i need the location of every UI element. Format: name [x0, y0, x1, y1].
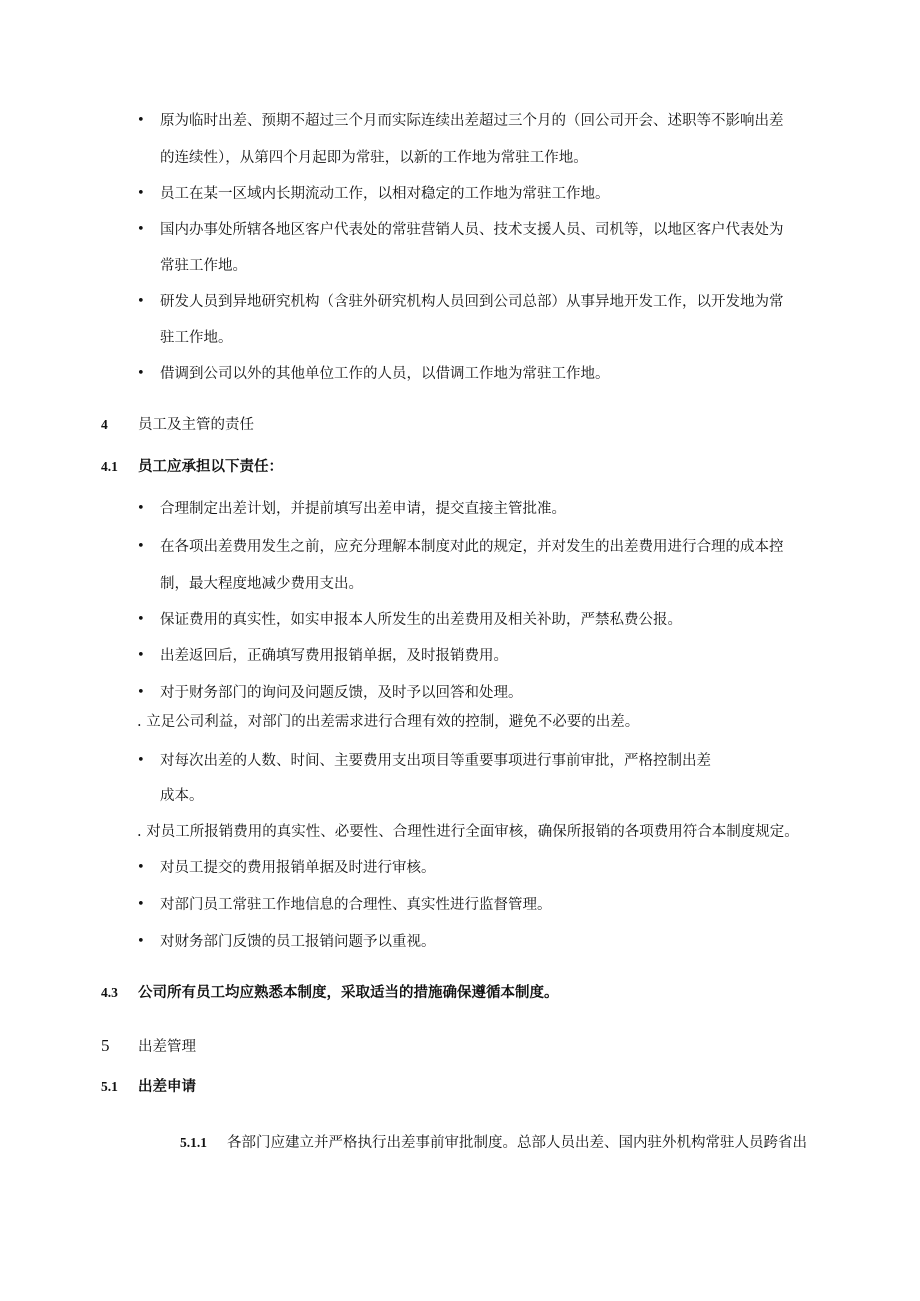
list-item-continuation: 常驻工作地。	[160, 258, 247, 274]
list-item: 保证费用的真实性，如实申报本人所发生的出差费用及相关补助，严禁私费公报。	[160, 612, 682, 628]
section-heading: 出差管理	[138, 1039, 196, 1055]
bullet-dot: •	[137, 539, 145, 554]
bullet-dot: •	[137, 897, 145, 912]
list-item: 合理制定出差计划，并提前填写出差申请，提交直接主管批准。	[160, 501, 566, 517]
list-item-continuation: 制，最大程度地减少费用支出。	[160, 576, 363, 592]
bullet-dot: •	[137, 222, 145, 237]
list-item: 原为临时出差、预期不超过三个月而实际连续出差超过三个月的（回公司开会、述职等不影响出差	[160, 113, 784, 129]
list-item: 对员工提交的费用报销单据及时进行审核。	[160, 860, 436, 876]
bullet-dot: •	[137, 113, 145, 128]
bullet-dot: •	[137, 753, 145, 768]
subsection-heading: 出差申请	[138, 1078, 196, 1095]
clause-text: 各部门应建立并严格执行出差事前审批制度。总部人员出差、国内驻外机构常驻人员跨省出	[227, 1135, 807, 1151]
list-item: 研发人员到异地研究机构（含驻外研究机构人员回到公司总部）从事异地开发工作，以开发地为常	[160, 294, 784, 310]
bullet-dot: •	[137, 685, 145, 700]
list-item-continuation: 成本。	[160, 788, 204, 804]
subsection-heading: 公司所有员工均应熟悉本制度，采取适当的措施确保遵循本制度。	[138, 984, 559, 1001]
paragraph: . 对员工所报销费用的真实性、必要性、合理性进行全面审核，确保所报销的各项费用符合本制度规定。	[137, 824, 799, 840]
bullet-dot: •	[137, 501, 145, 516]
subsection-heading: 员工应承担以下责任：	[138, 458, 283, 475]
list-item: 出差返回后，正确填写费用报销单据，及时报销费用。	[160, 648, 508, 664]
bullet-dot: •	[137, 294, 145, 309]
subsection-number: 4.1	[101, 459, 118, 474]
bullet-dot: •	[137, 648, 145, 663]
paragraph: . 立足公司利益，对部门的出差需求进行合理有效的控制，避免不必要的出差。	[137, 714, 640, 730]
list-item: 对每次出差的人数、时间、主要费用支出项目等重要事项进行事前审批，严格控制出差	[160, 753, 711, 769]
subsection-number: 5.1	[101, 1079, 118, 1094]
list-item: 对于财务部门的询问及问题反馈，及时予以回答和处理。	[160, 685, 523, 701]
bullet-dot: •	[137, 186, 145, 201]
bullet-dot: •	[137, 366, 145, 381]
list-item: 对财务部门反馈的员工报销问题予以重视。	[160, 934, 436, 950]
section-number: 5	[101, 1036, 110, 1055]
list-item: 国内办事处所辖各地区客户代表处的常驻营销人员、技术支援人员、司机等，以地区客户代表处为	[160, 222, 784, 238]
list-item: 在各项出差费用发生之前，应充分理解本制度对此的规定，并对发生的出差费用进行合理的成本控	[160, 539, 784, 555]
list-item: 借调到公司以外的其他单位工作的人员，以借调工作地为常驻工作地。	[160, 366, 610, 382]
list-item: 对部门员工常驻工作地信息的合理性、真实性进行监督管理。	[160, 897, 552, 913]
section-number: 4	[101, 417, 108, 432]
list-item-continuation: 的连续性），从第四个月起即为常驻，以新的工作地为常驻工作地。	[160, 150, 588, 166]
bullet-dot: •	[137, 934, 145, 949]
subsection-number: 4.3	[101, 985, 118, 1000]
list-item-continuation: 驻工作地。	[160, 330, 233, 346]
clause-number: 5.1.1	[180, 1135, 207, 1150]
bullet-dot: •	[137, 860, 145, 875]
list-item: 员工在某一区域内长期流动工作，以相对稳定的工作地为常驻工作地。	[160, 186, 610, 202]
section-heading: 员工及主管的责任	[138, 417, 254, 433]
bullet-dot: •	[137, 612, 145, 627]
